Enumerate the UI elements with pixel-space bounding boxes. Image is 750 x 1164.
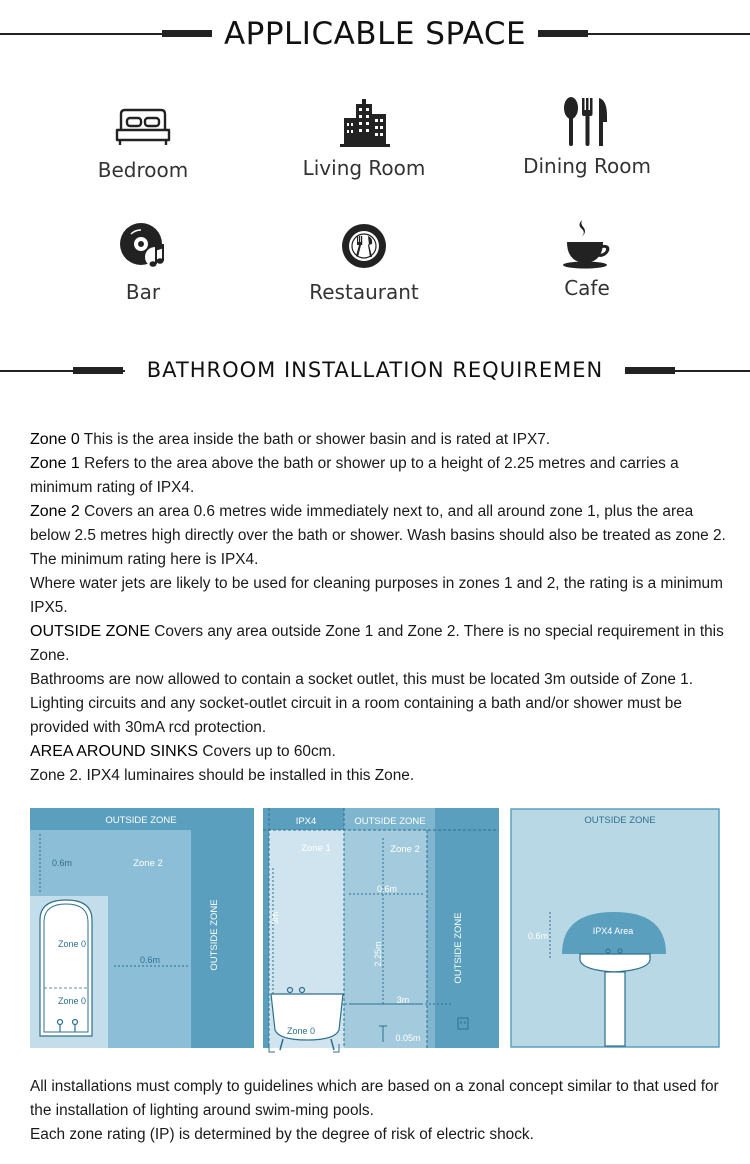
zone-description: [30, 428, 730, 788]
zone0-label: Zone 0: [30, 431, 80, 448]
coffee-cup-icon: [557, 218, 617, 270]
zone2-label: Zone 2: [30, 503, 80, 520]
space-restaurant: [264, 222, 464, 304]
outside-paragraph: [30, 620, 730, 668]
space-label: Restaurant: [309, 280, 419, 304]
sinks-text: Covers up to 60cm.: [198, 743, 336, 760]
section-title: APPLICABLE SPACE: [223, 16, 527, 52]
footer-paragraph-1: All installations must comply to guidelines which are based on a zonal concept similar to that used for the installation of lighting around swim-ming pools.: [30, 1078, 719, 1119]
space-cafe: [487, 218, 687, 300]
bath-zone-diagram: [263, 808, 499, 1054]
dim-005m: 0.05m: [395, 1033, 421, 1043]
sinks-label: AREA AROUND SINKS: [30, 743, 199, 760]
buildings-icon: [334, 98, 394, 150]
outside-zone-side-label: OUTSIDE ZONE: [453, 912, 464, 984]
zone2-ipx4-paragraph: Zone 2. IPX4 luminaires should be installed in this Zone.: [30, 767, 415, 784]
plate-icon: [334, 222, 394, 274]
zone1-text: Refers to the area above the bath or shower up to a height of 2.25 metres and carries a minimum rating of IPX4.: [30, 455, 679, 496]
space-dining-room: [487, 96, 687, 178]
dim-06m-horizontal: 0.6m: [140, 955, 161, 965]
socket-paragraph: Bathrooms are now allowed to contain a socket outlet, this must be located 3m outside of Zone 1.: [30, 671, 694, 688]
applicable-space-header: [0, 14, 750, 54]
zone1-paragraph: [30, 452, 710, 500]
zone2-label: Zone 2: [133, 858, 163, 869]
footer-paragraph-2: Each zone rating (IP) is determined by the degree of risk of electric shock.: [30, 1126, 534, 1143]
space-bedroom: [43, 100, 243, 182]
zone0-label: Zone 0: [286, 1026, 316, 1036]
section-title: BATHROOM INSTALLATION REQUIREMEN: [146, 358, 604, 382]
dim-225m: 2.25m: [373, 941, 383, 967]
outside-label: OUTSIDE ZONE: [30, 623, 151, 640]
space-bar: [43, 222, 243, 304]
zone0-text: This is the area inside the bath or shower basin and is rated at IPX7.: [79, 431, 551, 448]
outside-zone-label: OUTSIDE ZONE: [354, 816, 426, 827]
dim-3m-horizontal: 3m: [396, 995, 410, 1005]
space-label: Dining Room: [523, 154, 651, 178]
outside-text: Covers any area outside Zone 1 and Zone 2. There is no special requirement in this Zone.: [30, 623, 724, 664]
outside-zone-side-label: OUTSIDE ZONE: [209, 899, 220, 971]
zone1-label: Zone 1: [301, 843, 331, 854]
zone0-upper-label: Zone 0: [57, 939, 87, 949]
rcd-paragraph: Lighting circuits and any socket-outlet circuit in a room containing a bath and/or shower must be provided with 30mA rcd protection.: [30, 695, 682, 736]
ipx4-label: IPX4: [295, 816, 317, 827]
ipx4-area-label: IPX4 Area: [592, 926, 634, 936]
sink-zone-diagram: [510, 808, 720, 1048]
dim-06m: 0.6m: [528, 931, 549, 941]
dim-06m-vertical: 0.6m: [52, 858, 73, 868]
zone0-lower-label: Zone 0: [57, 996, 87, 1006]
outside-zone-label: OUTSIDE ZONE: [105, 815, 177, 826]
zone1-label: Zone 1: [30, 455, 80, 472]
zone0-paragraph: [30, 428, 730, 452]
dim-06m: 0.6m: [376, 884, 398, 894]
space-label: Cafe: [564, 276, 610, 300]
shower-zone-diagram: [30, 808, 254, 1048]
outside-zone-label: OUTSIDE ZONE: [584, 815, 656, 826]
zone2-paragraph: [30, 500, 730, 572]
footer-text: [30, 1075, 730, 1147]
bed-icon: [113, 100, 173, 152]
dim-3m-vertical: 3m: [270, 911, 280, 925]
zone2-label: Zone 2: [390, 844, 420, 855]
water-jets-paragraph: Where water jets are likely to be used for cleaning purposes in zones 1 and 2, the rating is a minimum IPX5.: [30, 575, 723, 616]
sinks-paragraph: [30, 740, 730, 764]
bathroom-header: [0, 355, 750, 389]
space-label: Living Room: [302, 156, 426, 180]
space-label: Bar: [125, 280, 161, 304]
space-living-room: [264, 98, 464, 180]
space-label: Bedroom: [97, 158, 189, 182]
zone2-text: Covers an area 0.6 metres wide immediately next to, and all around zone 1, plus the area below 2.5 metres high directly over the bath or shower. Wash basins should also be treated as zone 2. The minimum rating here is IPX4.: [30, 503, 726, 568]
cutlery-icon: [557, 96, 617, 148]
music-disc-icon: [113, 222, 173, 274]
